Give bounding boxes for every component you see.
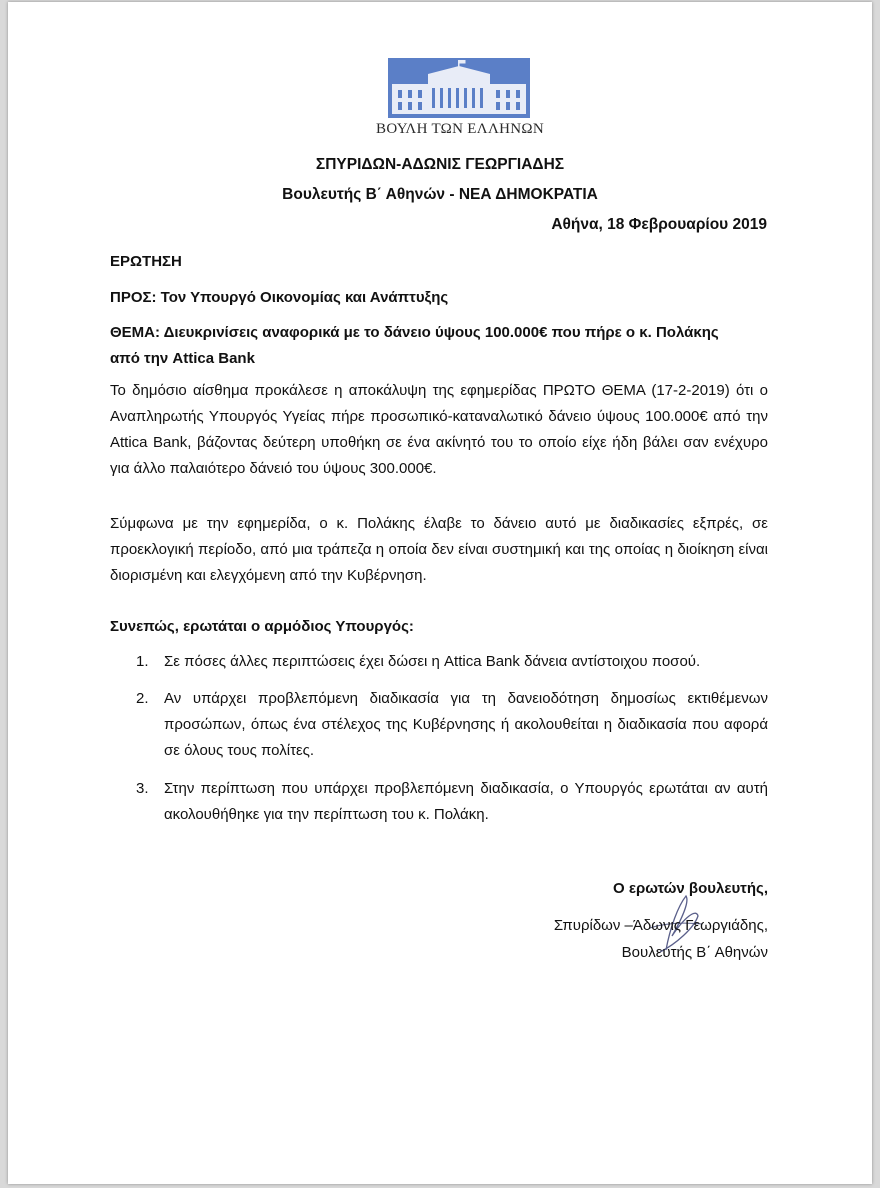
list-number: 1.: [136, 653, 149, 670]
author-role: Βουλευτής Β΄ Αθηνών - ΝΕΑ ΔΗΜΟΚΡΑΤΙΑ: [282, 186, 598, 203]
recipient-line: ΠΡΟΣ: Τον Υπουργό Οικονομίας και Ανάπτυξης: [110, 289, 449, 306]
paragraph-2: Σύμφωνα με την εφημερίδα, ο κ. Πολάκης έλαβε το δάνειο αυτό με διαδικασίες εξπρές, σε προεκλογική περίοδο, από μια τράπεζα η οποία δεν είναι συστημική και της οποίας η διοίκηση είναι διορισμένη και ελεγχόμενη από την Κυβέρνηση.: [110, 515, 768, 584]
author-name: ΣΠΥΡΙΔΩΝ-ΑΔΩΝΙΣ ΓΕΩΡΓΙΑΔΗΣ: [315, 156, 565, 173]
document-date: Αθήνα, 18 Φεβρουαρίου 2019: [551, 216, 767, 233]
document-type: ΕΡΩΤΗΣΗ: [110, 253, 182, 270]
signature-closing: Ο ερωτών βουλευτής,: [612, 880, 768, 897]
list-text: Στην περίπτωση που υπάρχει προβλεπόμενη διαδικασία, ο Υπουργός ερωτάται αν αυτή ακολουθήθηκε για την περίπτωση του κ. Πολάκη.: [164, 780, 768, 823]
list-number: 3.: [136, 780, 149, 797]
list-text: Αν υπάρχει προβλεπόμενη διαδικασία για τη δανειοδότηση δημοσίως εκτιθέμενων προσώπων, όπως ένα στέλεχος της Κυβέρνησης ή ακολουθείται η διαδικασία που αφορά σε όλους τους πολίτες.: [164, 690, 768, 759]
questions-intro: Συνεπώς, ερωτάται ο αρμόδιος Υπουργός:: [110, 618, 414, 635]
document-page: [8, 2, 872, 1184]
subject-line-2: από την Attica Bank: [110, 350, 255, 367]
list-number: 2.: [136, 690, 149, 707]
parliament-logo: [388, 58, 530, 118]
subject-line-1: ΘΕΜΑ: Διευκρινίσεις αναφορικά με το δάνειο ύψους 100.000€ που πήρε ο κ. Πολάκης: [110, 324, 719, 341]
signature-role: Βουλευτής Β΄ Αθηνών: [621, 944, 768, 961]
signature-name: Σπυρίδων –Άδωνις Γεωργιάδης,: [553, 917, 768, 934]
paragraph-1: Το δημόσιο αίσθημα προκάλεσε η αποκάλυψη της εφημερίδας ΠΡΩΤΟ ΘΕΜΑ (17-2-2019) ότι ο Αναπληρωτής Υπουργός Υγείας πήρε προσωπικό-καταναλωτικό δάνειο ύψους 100.000€ από την Attica Bank, βάζοντας δεύτερη υποθήκη σε ένα ακίνητό του το οποίο είχε ήδη βάλει σαν ενέχυρο για άλλο παλαιότερο δάνειό του ύψους 300.000€.: [110, 382, 768, 477]
list-text: Σε πόσες άλλες περιπτώσεις έχει δώσει η Attica Bank δάνεια αντίστοιχου ποσού.: [164, 653, 701, 670]
parliament-caption: ΒΟΥΛΗ ΤΩΝ ΕΛΛΗΝΩΝ: [376, 121, 544, 137]
